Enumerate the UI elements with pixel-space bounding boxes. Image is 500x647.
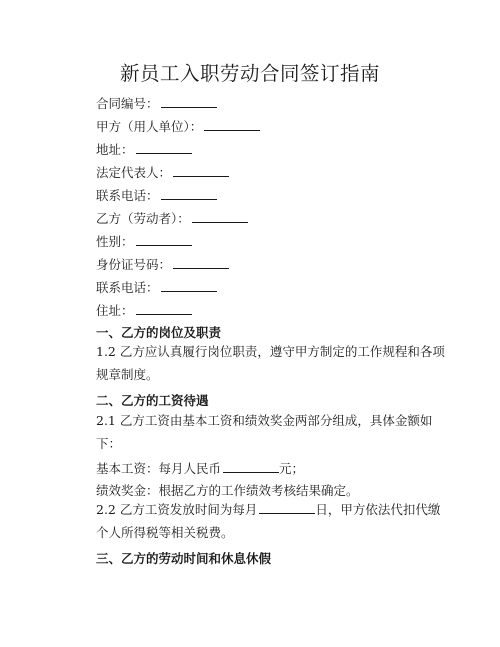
section2-heading: 二、乙方的工资待遇 (96, 393, 209, 408)
field-id-number (96, 256, 229, 273)
section3-heading: 三、乙方的劳动时间和休息休假 (96, 551, 272, 566)
field-legal-representative (96, 164, 229, 181)
field-party-b (96, 210, 248, 227)
blank-line[interactable] (192, 210, 248, 223)
field-party-b-phone (96, 279, 217, 296)
pay-day-prefix: 2.2 乙方工资发放时间为每月 (96, 502, 258, 517)
field-party-a (96, 118, 260, 135)
field-label: 甲方（用人单位）： (96, 119, 203, 134)
field-label: 性别： (96, 234, 134, 249)
field-party-a-phone (96, 187, 217, 204)
field-label: 联系电话： (96, 280, 159, 295)
blank-line[interactable] (223, 460, 279, 473)
field-label: 法定代表人： (96, 165, 172, 180)
field-residence (96, 302, 192, 319)
blank-line[interactable] (136, 233, 192, 246)
blank-line[interactable] (161, 95, 217, 108)
field-label: 住址： (96, 303, 134, 318)
field-gender (96, 233, 192, 250)
bonus-line: 绩效奖金：根据乙方的工作绩效考核结果确定。 (96, 483, 359, 498)
field-label: 地址： (96, 142, 134, 157)
document-title: 新员工入职劳动合同签订指南 (119, 62, 380, 85)
section1-paragraph: 1.2 乙方应认真履行岗位职责，遵守甲方制定的工作规程和各项规章制度。 (96, 344, 445, 382)
field-contract-number (96, 95, 217, 112)
section1-heading: 一、乙方的岗位及职责 (96, 325, 222, 340)
field-label: 身份证号码： (96, 257, 172, 272)
blank-line[interactable] (173, 256, 229, 269)
field-label: 合同编号： (96, 96, 159, 111)
blank-line[interactable] (161, 187, 217, 200)
field-label: 联系电话： (96, 188, 159, 203)
blank-line[interactable] (173, 164, 229, 177)
field-address (96, 141, 192, 158)
blank-line[interactable] (204, 118, 260, 131)
field-label: 乙方（劳动者）： (96, 211, 190, 226)
section2-paragraph-1: 2.1 乙方工资由基本工资和绩效奖金两部分组成，具体金额如下： (96, 413, 433, 451)
pay-day-suffix: 日，甲方依法代扣代缴个人所得税等相关税费。 (96, 502, 441, 540)
basic-salary-suffix: 元； (279, 461, 305, 476)
basic-salary-prefix: 基本工资：每月人民币 (96, 461, 222, 476)
blank-line[interactable] (136, 141, 192, 154)
basic-salary-line (96, 460, 304, 477)
blank-line[interactable] (136, 302, 192, 315)
section2-paragraph-2 (96, 498, 446, 544)
blank-line[interactable] (259, 501, 315, 514)
blank-line[interactable] (161, 279, 217, 292)
